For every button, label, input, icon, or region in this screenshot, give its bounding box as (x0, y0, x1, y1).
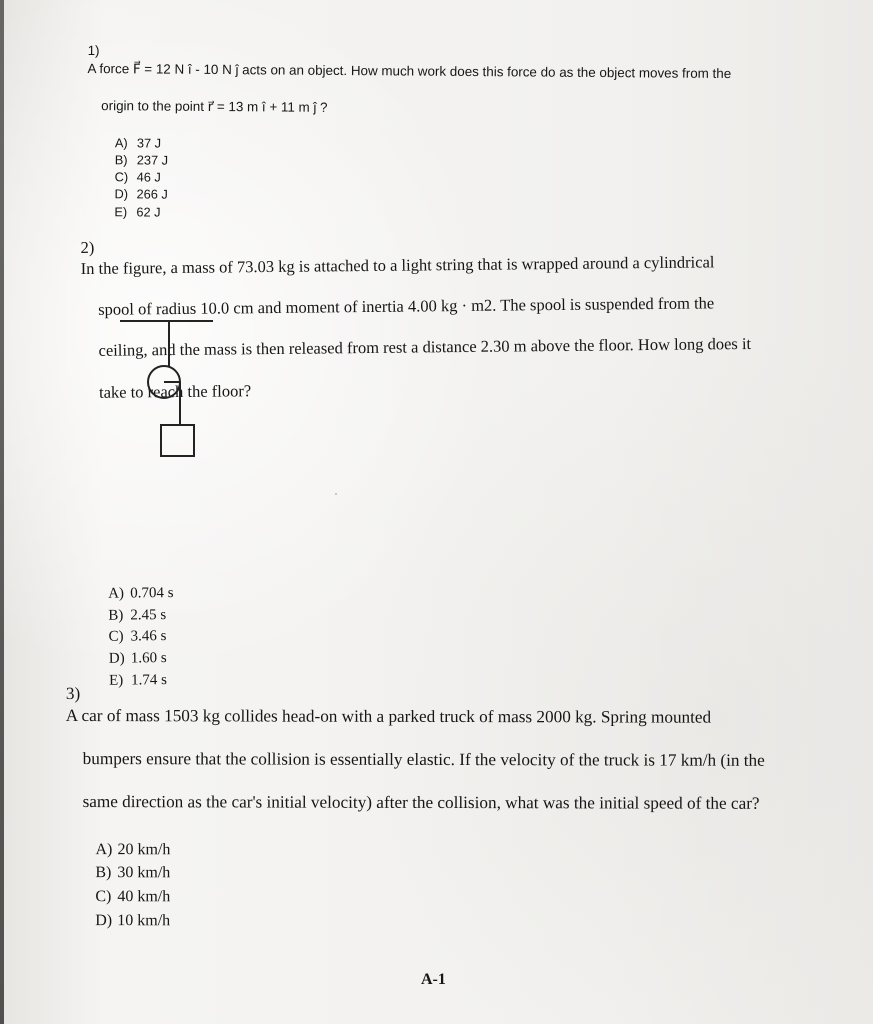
question-3-stem-line-2: bumpers ensure that the collision is essentially elastic. If the velocity of the truck is 17 km/h (in the (82, 748, 765, 770)
question-3-choice-b-text: 30 km/h (117, 864, 171, 882)
question-1-choice-a-text: 37 J (136, 135, 162, 151)
question-2-stem-line-1 (80, 210, 821, 280)
question-1-stem-text-1: A force F⃗ = 12 N î - 10 N ĵ acts on an object. How much work does this force do as the object moves from the (87, 61, 732, 82)
question-3-choice-c-label: C) (95, 887, 112, 905)
hanging-mass (161, 425, 194, 456)
question-2-choice-a-label: A) (108, 585, 125, 602)
question-1-choice-d-label: D) (114, 186, 129, 202)
question-1-choice-c-text: 46 J (136, 169, 161, 185)
question-1-choice-b-text: 237 J (136, 152, 169, 168)
question-3-stem-line-3: same direction as the car's initial velocity) after the collision, what was the initial speed of the car? (82, 791, 760, 813)
question-2-stem-text-1: In the figure, a mass of 73.03 kg is attached to a light string that is wrapped around a cylindrical (80, 252, 715, 278)
question-1-number: 1) (87, 43, 100, 59)
question-2-choice-d-label: D) (108, 650, 125, 667)
question-3-choice-c (95, 885, 845, 911)
question-3-stem-line-1 (66, 661, 846, 728)
spool-figure (110, 311, 230, 466)
question-1-choice-b-label: B) (114, 152, 128, 168)
question-2-choice-b-label: B) (108, 607, 124, 624)
question-2-stem-line-4: take to reach the floor? (98, 380, 252, 402)
question-1-stem-line-2: origin to the point r⃗ = 13 m î + 11 m ĵ ? (101, 98, 328, 116)
question-3-choices (95, 838, 845, 935)
question-3-stem (65, 640, 846, 836)
question-2-choice-c-label: C) (108, 628, 124, 646)
question-1-choice-a-label: A) (114, 134, 128, 150)
question-2-stem-line-3: ceiling, and the mass is then released from rest a distance 2.30 m above the floor. How long does it (98, 334, 752, 361)
question-1-stem (87, 6, 808, 139)
question-3-choice-b (95, 861, 845, 887)
question-2-choice-a-text: 0.704 s (130, 584, 174, 602)
scan-speck (335, 493, 337, 495)
question-3-choice-a-label: A) (95, 840, 113, 858)
question-3-choice-d-text: 10 km/h (117, 911, 171, 929)
question-3-stem-text-1: A car of mass 1503 kg collides head-on with a parked truck of mass 2000 kg. Spring mounted (65, 705, 712, 727)
question-1-choice-c-label: C) (114, 169, 129, 185)
question-2-choice-e-label: E) (108, 672, 124, 689)
page-edge (0, 0, 4, 1024)
page-number: A-1 (421, 971, 446, 988)
question-3 (65, 640, 846, 934)
question-2-number: 2) (80, 238, 95, 258)
question-2-choice-d-text: 1.60 s (130, 650, 167, 667)
question-1-choice-e-text: 62 J (136, 204, 161, 220)
question-3-number: 3) (65, 683, 81, 704)
question-3-choice-a-text: 20 km/h (117, 840, 171, 858)
question-1-stem-line-1 (87, 24, 807, 84)
question-2-choice-e-text: 1.74 s (130, 671, 167, 689)
question-3-choice-b-label: B) (95, 864, 112, 882)
question-3-choice-c-text: 40 km/h (117, 887, 171, 906)
question-2-choice-c-text: 3.46 s (130, 628, 167, 645)
question-3-choice-d (95, 909, 845, 935)
question-1-choice-e-label: E) (114, 203, 128, 220)
question-2-stem-line-2: spool of radius 10.0 cm and moment of inertia 4.00 kg · m2. The spool is suspended from the (98, 293, 715, 319)
question-3-choice-a (95, 838, 845, 864)
question-3-choice-d-label: D) (95, 911, 113, 929)
question-1-choice-d-text: 266 J (136, 186, 168, 203)
question-2-choice-b-text: 2.45 s (130, 606, 167, 624)
